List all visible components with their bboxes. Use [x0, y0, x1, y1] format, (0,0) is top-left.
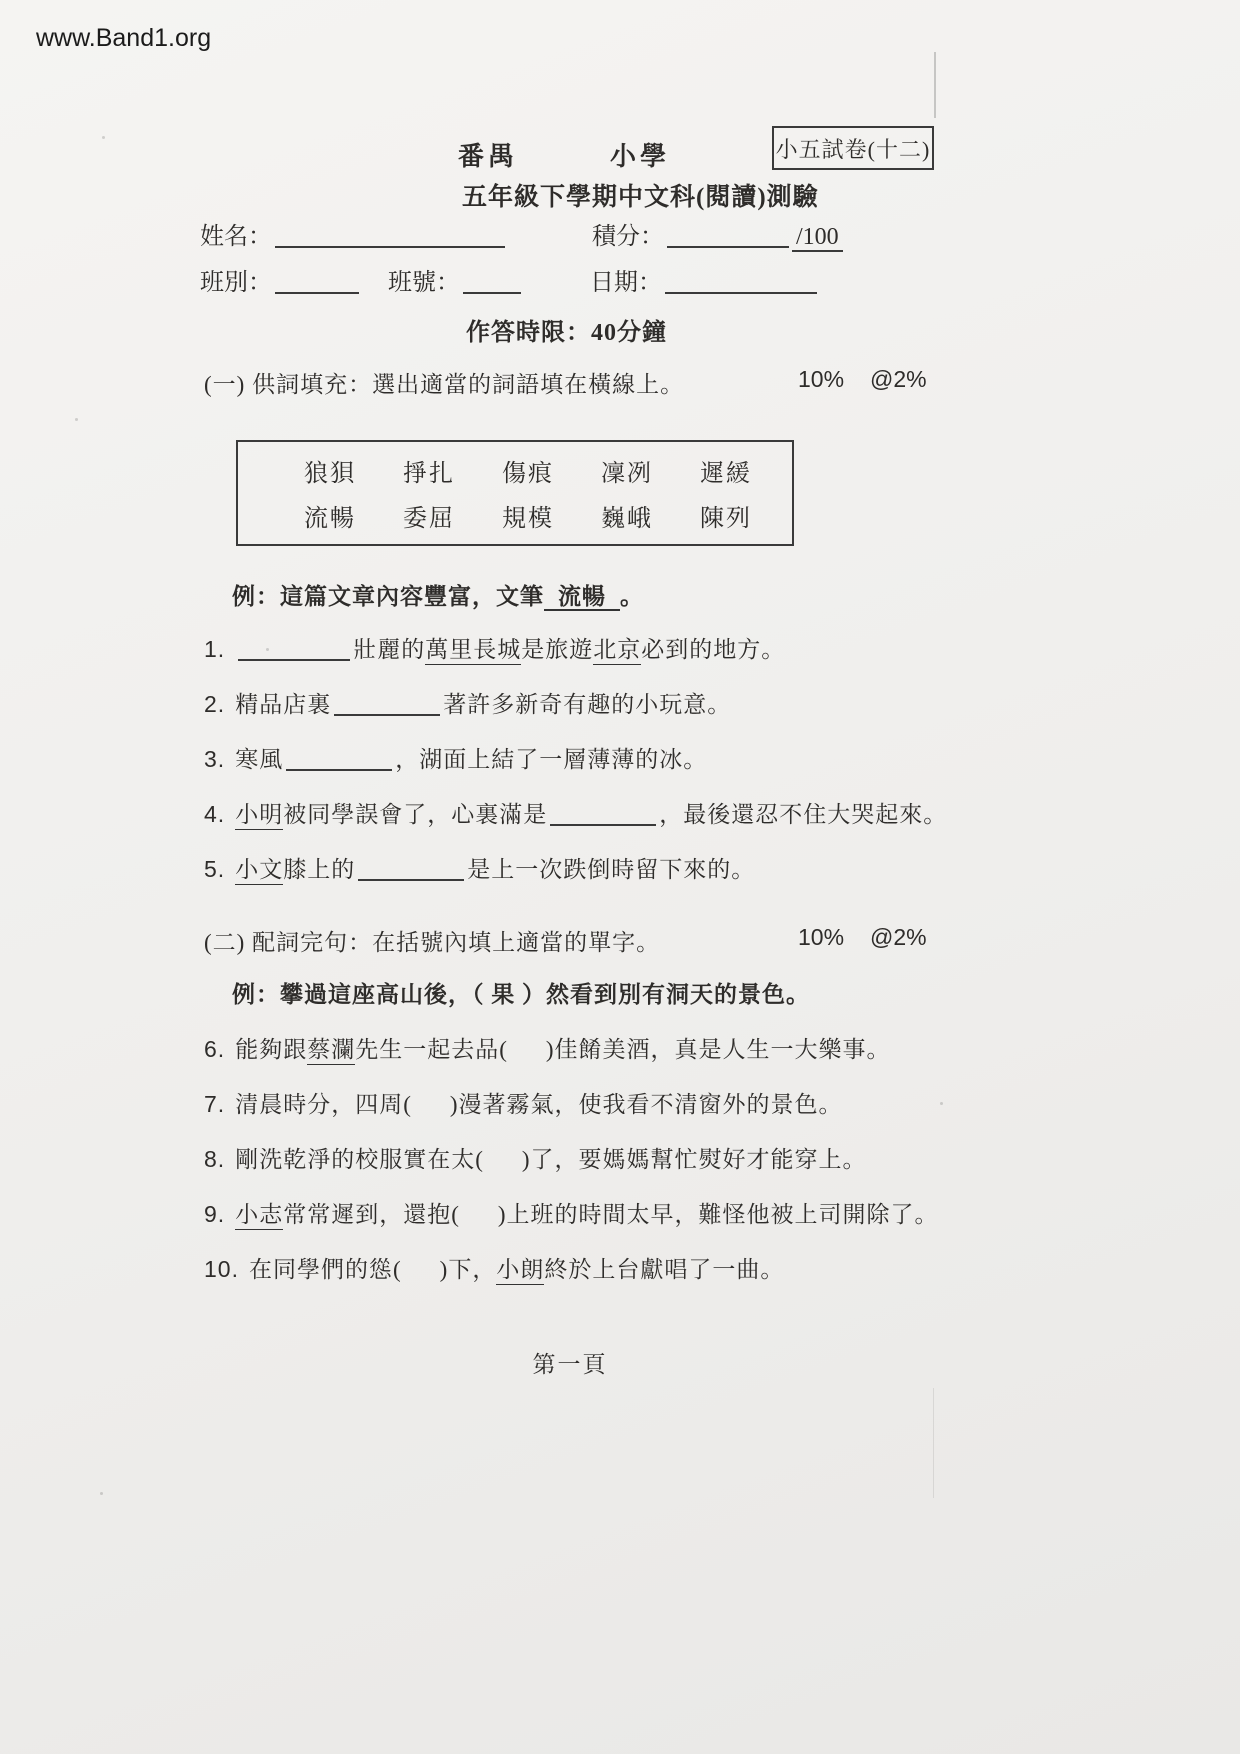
section-one-marks [798, 366, 927, 393]
section-one-questions [204, 634, 1024, 909]
question-line [204, 1254, 1024, 1285]
proper-noun-text: 萬里長城 [425, 637, 521, 665]
name-blank-line [275, 224, 505, 248]
proper-noun-text: 小志 [235, 1202, 283, 1230]
proper-noun-text: 小朗 [496, 1257, 544, 1285]
question-line [204, 1034, 1024, 1065]
school-name-line [458, 136, 670, 173]
question-text: 清晨時分，四周( [235, 1092, 412, 1117]
example-answer: 流暢 [544, 584, 620, 611]
school-name-left: 番禺 [458, 142, 519, 171]
question-text: 是旅遊 [521, 637, 594, 662]
answer-blank-line [238, 641, 350, 661]
scan-artifact [940, 1102, 943, 1105]
form-row-name-score [200, 216, 843, 251]
question-text: 壯麗的 [353, 637, 426, 662]
form-row-class-date [200, 262, 820, 297]
time-limit: 作答時限：40分鐘 [466, 320, 667, 346]
word-bank-word: 掙扎 [403, 460, 455, 487]
question-text: 常常遲到，還抱( [283, 1202, 460, 1227]
question-text: ，湖面上結了一層薄薄的冰。 [395, 747, 708, 772]
question-text: 先生一起去品( [355, 1037, 508, 1062]
question-line [204, 799, 1024, 830]
question-text: 膝上的 [283, 857, 356, 882]
scan-artifact [933, 1388, 934, 1498]
question-text: 在同學們的慫( [248, 1257, 402, 1282]
section-one-heading: (一) 供詞填充：選出適當的詞語填在橫線上。 [204, 372, 685, 397]
question-text: )了，要媽媽幫忙熨好才能穿上。 [521, 1147, 867, 1172]
example-suffix: 。 [620, 584, 644, 609]
scan-artifact [266, 648, 269, 651]
scan-artifact [100, 1492, 103, 1495]
question-number: 4. [204, 801, 226, 827]
word-bank-row [304, 453, 792, 488]
score-label: 積分： [592, 224, 664, 250]
date-blank-line [665, 270, 817, 294]
proper-noun-text: 北京 [593, 637, 641, 665]
question-text: 被同學誤會了，心裏滿是 [283, 802, 548, 827]
answer-blank-line [550, 806, 656, 826]
section-two-marks [798, 924, 927, 951]
question-number: 10. [204, 1256, 239, 1282]
exam-title: 五年級下學期中文科(閱讀)測驗 [462, 184, 819, 211]
question-text: )下， [439, 1257, 497, 1282]
question-number: 2. [204, 691, 226, 717]
score-blank-line [667, 224, 789, 248]
question-text: 終於上台獻唱了一曲。 [544, 1257, 785, 1282]
class-label: 班別： [200, 270, 272, 296]
word-bank-word: 狼狽 [304, 460, 356, 487]
question-number: 8. [204, 1146, 226, 1172]
question-text: 必到的地方。 [641, 637, 786, 662]
proper-noun-text: 小文 [235, 857, 283, 885]
question-line [204, 854, 1024, 885]
question-text: 精品店裏 [235, 692, 332, 717]
word-bank-word: 凜冽 [601, 460, 653, 487]
section-two-marks-each: @2% [870, 924, 927, 950]
question-line [204, 1199, 1024, 1230]
example-prefix: 例：這篇文章內容豐富，文筆 [232, 584, 544, 609]
word-bank-word: 陳列 [700, 506, 752, 533]
paper-tag-label: 小五試卷(十二) [775, 136, 931, 162]
question-text: 著許多新奇有趣的小玩意。 [443, 692, 732, 717]
question-text: 剛洗乾淨的校服實在太( [235, 1147, 484, 1172]
question-text: )佳餚美酒，真是人生一大樂事。 [545, 1037, 891, 1062]
question-text: )上班的時間太早，難怪他被上司開除了。 [497, 1202, 939, 1227]
question-number: 6. [204, 1036, 226, 1062]
question-text: ，最後還忍不住大哭起來。 [659, 802, 948, 827]
scan-artifact [934, 52, 936, 118]
question-number: 5. [204, 856, 226, 882]
paper-tag-box [772, 126, 934, 170]
question-text: 寒風 [235, 747, 284, 772]
section-two-marks-total: 10% [798, 924, 845, 950]
name-label: 姓名： [200, 224, 272, 250]
question-number: 7. [204, 1091, 226, 1117]
question-number: 9. [204, 1201, 226, 1227]
question-line [204, 634, 1024, 665]
word-bank-word: 巍峨 [601, 506, 653, 533]
answer-blank-line [334, 696, 440, 716]
word-bank-word: 傷痕 [502, 460, 554, 487]
section-two-example: 例：攀過這座高山後，（ 果 ）然看到別有洞天的景色。 [232, 982, 810, 1007]
question-text: 是上一次跌倒時留下來的。 [467, 857, 756, 882]
question-text: 能夠跟 [235, 1037, 308, 1062]
word-bank-word: 流暢 [304, 506, 356, 533]
class-blank-line [275, 270, 359, 294]
section-one-example [232, 578, 644, 611]
word-bank-row [304, 498, 792, 533]
section-one-marks-total: 10% [798, 366, 845, 392]
date-label: 日期： [590, 270, 662, 296]
school-name-right: 小學 [610, 142, 671, 171]
word-bank-box [236, 440, 794, 546]
question-line [204, 1089, 1024, 1120]
proper-noun-text: 小明 [235, 802, 283, 830]
section-two-questions [204, 1034, 1024, 1309]
word-bank-word: 委屈 [403, 506, 455, 533]
page-number: 第一頁 [532, 1352, 608, 1377]
word-bank-word: 遲緩 [700, 460, 752, 487]
section-one-marks-each: @2% [870, 366, 927, 392]
proper-noun-text: 蔡瀾 [307, 1037, 355, 1065]
question-number: 3. [204, 746, 226, 772]
class-number-label: 班號： [388, 270, 460, 296]
class-number-blank-line [463, 270, 521, 294]
section-two-heading: (二) 配詞完句：在括號內填上適當的單字。 [204, 930, 661, 955]
question-number: 1. [204, 636, 226, 662]
question-text: )漫著霧氣，使我看不清窗外的景色。 [449, 1092, 843, 1117]
question-line [204, 689, 1024, 720]
question-line [204, 744, 1024, 775]
scan-artifact [102, 136, 105, 139]
score-total: /100 [792, 224, 843, 252]
answer-blank-line [286, 751, 392, 771]
word-bank-word: 規模 [502, 506, 554, 533]
answer-blank-line [358, 861, 464, 881]
scan-artifact [75, 418, 78, 421]
question-line [204, 1144, 1024, 1175]
site-watermark: www.Band1.org [36, 24, 212, 52]
